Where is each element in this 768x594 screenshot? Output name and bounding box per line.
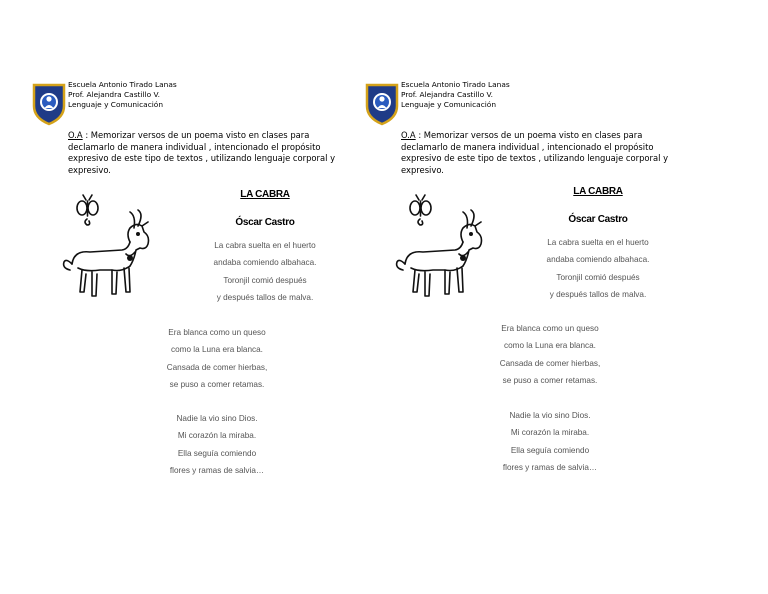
- poem-line: Ella seguía comiendo: [177, 448, 257, 458]
- poem-stanza-1: [533, 234, 663, 304]
- poem-line: se puso a comer retamas.: [169, 380, 265, 390]
- poem-line: Mi corazón la miraba.: [510, 428, 590, 438]
- poem-title: LA CABRA: [573, 186, 623, 197]
- poem-stanza-3: [485, 407, 615, 477]
- poem-line: flores y ramas de salvia…: [169, 466, 265, 476]
- poem-line: Nadie la vio sino Dios.: [176, 414, 258, 423]
- school-name: Escuela Antonio Tirado Lanas: [401, 80, 510, 89]
- learning-objective: [68, 130, 358, 176]
- objective-label: O.A: [401, 130, 416, 140]
- poem-line: como la Luna era blanca.: [504, 341, 596, 351]
- poem-line: andaba comiendo albahaca.: [546, 255, 650, 265]
- school-info: [68, 80, 177, 110]
- poem-stanza-1: [200, 237, 330, 307]
- subject-name: Lenguaje y Comunicación: [401, 100, 497, 109]
- poem-author: Óscar Castro: [235, 217, 295, 228]
- poem-line: Era blanca como un queso: [168, 328, 266, 337]
- poem-line: y después tallos de malva.: [549, 290, 647, 300]
- school-shield-icon: [365, 82, 399, 126]
- goat-butterfly-illustration: [60, 192, 158, 310]
- poem-line: Cansada de comer hierbas,: [499, 358, 601, 368]
- poem-line: La cabra suelta en el huerto: [547, 238, 649, 247]
- school-shield-icon: [32, 82, 66, 126]
- poem-line: andaba comiendo albahaca.: [213, 258, 317, 268]
- poem-line: Era blanca como un queso: [501, 324, 599, 333]
- poem-line: flores y ramas de salvia…: [502, 463, 598, 473]
- poem-stanza-2: [485, 320, 615, 390]
- poem-line: La cabra suelta en el huerto: [214, 241, 316, 250]
- goat-butterfly-illustration: [393, 192, 491, 310]
- poem-line: Toronjil comió después: [556, 272, 640, 282]
- poem-line: Toronjil comió después: [223, 275, 307, 285]
- learning-objective: [401, 130, 691, 176]
- poem-line: Nadie la vio sino Dios.: [509, 411, 591, 420]
- objective-text: : Memorizar versos de un poema visto en clases para declamarlo de manera individual , intencionado el propósito expresivo de este tipo de textos , utilizando lenguaje corporal y expresivo.: [401, 130, 669, 175]
- poem-line: como la Luna era blanca.: [171, 345, 263, 355]
- objective-text: : Memorizar versos de un poema visto en clases para declamarlo de manera individual , intencionado el propósito expresivo de este tipo de textos , utilizando lenguaje corporal y expresivo.: [68, 130, 336, 175]
- worksheet-copy-right: [333, 0, 717, 594]
- poem-line: Mi corazón la miraba.: [177, 431, 257, 441]
- teacher-name: Prof. Alejandra Castillo V.: [401, 90, 493, 99]
- poem-stanza-2: [152, 324, 282, 394]
- poem-title: LA CABRA: [240, 189, 290, 200]
- poem-line: y después tallos de malva.: [216, 293, 314, 303]
- poem-line: se puso a comer retamas.: [502, 376, 598, 386]
- poem-line: Cansada de comer hierbas,: [166, 362, 268, 372]
- objective-label: O.A: [68, 130, 83, 140]
- poem-stanza-3: [152, 410, 282, 480]
- subject-name: Lenguaje y Comunicación: [68, 100, 164, 109]
- teacher-name: Prof. Alejandra Castillo V.: [68, 90, 160, 99]
- school-name: Escuela Antonio Tirado Lanas: [68, 80, 177, 89]
- school-info: [401, 80, 510, 110]
- poem-author: Óscar Castro: [568, 214, 628, 225]
- poem-line: Ella seguía comiendo: [510, 445, 590, 455]
